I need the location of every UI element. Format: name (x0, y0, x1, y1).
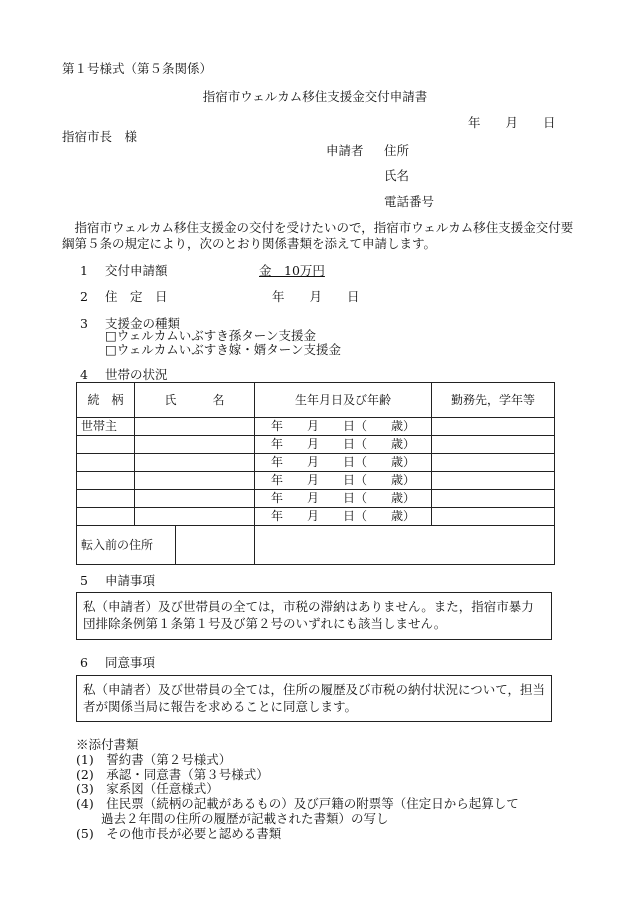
item2-label: 住 定 日 (105, 289, 168, 304)
header-birth: 生年月日及び年齢 (255, 383, 432, 418)
prev-address-label-text: 転入前の住所 (81, 526, 176, 564)
relation-cell[interactable] (77, 436, 135, 454)
intro-paragraph: 指宿市ウェルカム移住支援金の交付を受けたいので，指宿市ウェルカム移住支援金交付要綱第５条の規定により，次のとおり関係書類を添えて申請します。 (62, 220, 574, 251)
birth-cell[interactable]: 年 月 日（ 歳） (255, 418, 432, 436)
birth-cell[interactable]: 年 月 日（ 歳） (255, 490, 432, 508)
item6-label: 同意事項 (105, 655, 156, 670)
birth-cell[interactable]: 年 月 日（ 歳） (255, 454, 432, 472)
name-cell[interactable] (135, 418, 255, 436)
table-row (77, 490, 555, 508)
prev-address-field[interactable] (255, 526, 555, 565)
attachment-item-continued: 過去２年間の住所の履歴が記載された書類）の写し (76, 810, 389, 826)
name-cell[interactable] (135, 490, 255, 508)
item3-number: 3 (80, 316, 88, 331)
support-option-grandchild-checkbox[interactable]: □ウェルカムいぶすき孫ターン支援金 (105, 328, 317, 343)
attachments-heading: ※添付書類 (76, 737, 139, 752)
item1-number: 1 (80, 263, 88, 278)
birth-cell[interactable]: 年 月 日（ 歳） (255, 436, 432, 454)
name-cell[interactable] (135, 436, 255, 454)
header-relation: 続 柄 (77, 383, 135, 418)
attachments-list (76, 738, 519, 841)
applicant-phone-label: 電話番号 (384, 194, 435, 209)
item4-number: 4 (80, 367, 88, 382)
form-number: 第１号様式（第５条関係） (62, 61, 213, 76)
work-cell[interactable] (432, 436, 555, 454)
item5-label: 申請事項 (105, 573, 156, 588)
applicant-name-label: 氏名 (384, 168, 410, 183)
birth-cell[interactable]: 年 月 日（ 歳） (255, 508, 432, 526)
prev-address-row (77, 526, 555, 565)
relation-cell[interactable] (77, 490, 135, 508)
work-cell[interactable] (432, 508, 555, 526)
work-cell[interactable] (432, 472, 555, 490)
applicant-address-label: 住所 (384, 143, 410, 158)
work-cell[interactable] (432, 490, 555, 508)
item3-label: 支援金の種類 (105, 316, 181, 331)
relation-cell[interactable] (77, 508, 135, 526)
item1-label: 交付申請額 (105, 263, 168, 278)
table-row (77, 472, 555, 490)
table-row (77, 436, 555, 454)
attachment-item: (4) 住民票（続柄の記載があるもの）及び戸籍の附票等（住定日から起算して (76, 796, 519, 811)
table-row (77, 508, 555, 526)
item2-number: 2 (80, 289, 88, 304)
relation-cell[interactable] (77, 454, 135, 472)
household-table (76, 382, 555, 565)
table-row (77, 418, 555, 436)
attachment-item: (5) その他市長が必要と認める書類 (76, 825, 282, 841)
attachment-item: (2) 承認・同意書（第３号様式） (76, 766, 269, 782)
applicant-label: 申請者 (326, 143, 364, 158)
item5-number: 5 (80, 573, 88, 588)
birth-cell[interactable]: 年 月 日（ 歳） (255, 472, 432, 490)
relation-cell[interactable]: 世帯主 (77, 418, 135, 436)
attachment-item: (1) 誓約書（第２号様式） (76, 751, 232, 767)
document-title: 指宿市ウェルカム移住支援金交付申請書 (202, 89, 428, 104)
declaration-box: 私（申請者）及び世帯員の全ては，市税の滞納はありません。また，指宿市暴力団排除条例第１条第１号及び第２号のいずれにも該当しません。 (76, 592, 552, 640)
work-cell[interactable] (432, 454, 555, 472)
name-cell[interactable] (135, 508, 255, 526)
header-work: 勤務先，学年等 (432, 383, 555, 418)
addressee: 指宿市長 様 (62, 129, 138, 144)
prev-address-label (77, 526, 255, 565)
consent-box: 私（申請者）及び世帯員の全ては，住所の履歴及び市税の納付状況について，担当者が関係当局に報告を求めることに同意します。 (76, 675, 552, 722)
item2-date: 年 月 日 (272, 289, 360, 304)
household-header-row (77, 383, 555, 418)
application-date: 年 月 日 (468, 115, 556, 130)
attachment-item: (3) 家系図（任意様式） (76, 781, 219, 797)
table-row (77, 454, 555, 472)
item4-label: 世帯の状況 (105, 367, 168, 382)
header-name: 氏 名 (135, 383, 255, 418)
name-cell[interactable] (135, 472, 255, 490)
item6-number: 6 (80, 655, 88, 670)
relation-cell[interactable] (77, 472, 135, 490)
support-option-inlaw-checkbox[interactable]: □ウェルカムいぶすき嫁・婿ターン支援金 (105, 342, 342, 357)
work-cell[interactable] (432, 418, 555, 436)
item1-amount: 金 10万円 (259, 263, 325, 278)
name-cell[interactable] (135, 454, 255, 472)
